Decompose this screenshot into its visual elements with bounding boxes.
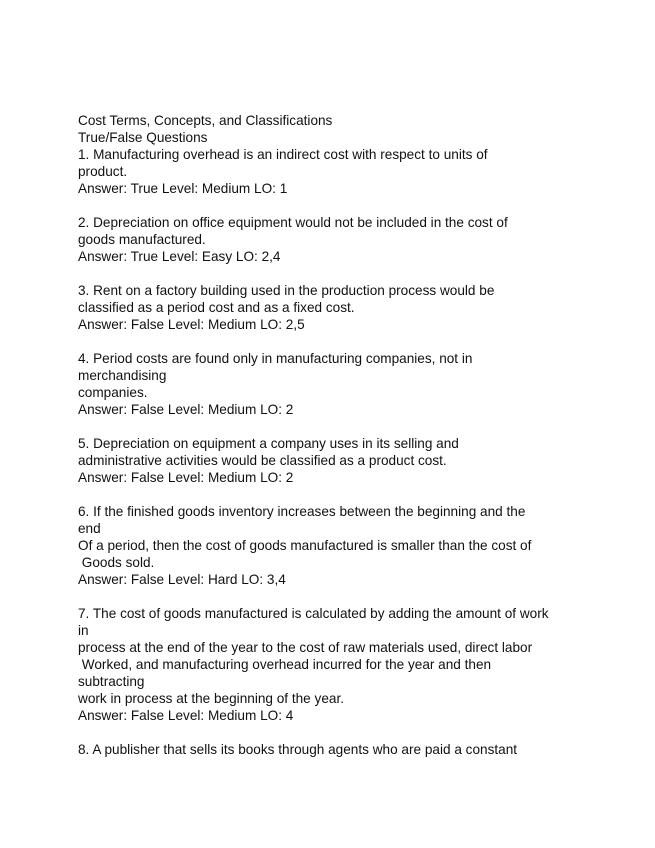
- spacer: [78, 418, 618, 435]
- section-heading: True/False Questions: [78, 130, 208, 145]
- question-1-line-1: 1. Manufacturing overhead is an indirect cost with respect to units of: [78, 147, 488, 162]
- question-2-line-1: 2. Depreciation on office equipment would not be included in the cost of: [78, 215, 508, 230]
- question-1-answer: Answer: True Level: Medium LO: 1: [78, 181, 288, 196]
- question-2-answer: Answer: True Level: Easy LO: 2,4: [78, 249, 281, 264]
- question-6-line-1: 6. If the finished goods inventory increases between the beginning and the: [78, 504, 526, 519]
- question-7-line-4: Worked, and manufacturing overhead incurred for the year and then: [78, 657, 492, 672]
- document-title: Cost Terms, Concepts, and Classifications: [78, 113, 333, 128]
- question-3-answer: Answer: False Level: Medium LO: 2,5: [78, 317, 305, 332]
- question-4-line-2: merchandising: [78, 368, 167, 383]
- question-3-line-1: 3. Rent on a factory building used in the production process would be: [78, 283, 495, 298]
- question-5-answer: Answer: False Level: Medium LO: 2: [78, 470, 294, 485]
- question-8-line-1: 8. A publisher that sells its books through agents who are paid a constant: [78, 742, 518, 757]
- question-4-line-1: 4. Period costs are found only in manufacturing companies, not in: [78, 351, 473, 366]
- question-6-answer: Answer: False Level: Hard LO: 3,4: [78, 572, 286, 587]
- question-6-line-4: Goods sold.: [78, 555, 155, 570]
- spacer: [78, 333, 618, 350]
- question-6-line-3: Of a period, then the cost of goods manufactured is smaller than the cost of: [78, 538, 532, 553]
- question-4-answer: Answer: False Level: Medium LO: 2: [78, 402, 294, 417]
- question-6-line-2: end: [78, 521, 101, 536]
- spacer: [78, 265, 618, 282]
- question-2-line-2: goods manufactured.: [78, 232, 206, 247]
- question-7-line-3: process at the end of the year to the cost of raw materials used, direct labor: [78, 640, 533, 655]
- question-1-line-2: product.: [78, 164, 128, 179]
- question-3-line-2: classified as a period cost and as a fixed cost.: [78, 300, 355, 315]
- spacer: [78, 197, 618, 214]
- spacer: [78, 724, 618, 741]
- question-5-line-2: administrative activities would be classified as a product cost.: [78, 453, 447, 468]
- question-7-line-5: subtracting: [78, 674, 145, 689]
- spacer: [78, 486, 618, 503]
- question-7-line-1: 7. The cost of goods manufactured is calculated by adding the amount of work: [78, 606, 549, 621]
- question-7-answer: Answer: False Level: Medium LO: 4: [78, 708, 294, 723]
- spacer: [78, 588, 618, 605]
- question-5-line-1: 5. Depreciation on equipment a company uses in its selling and: [78, 436, 459, 451]
- document-body: [78, 112, 618, 758]
- question-4-line-3: companies.: [78, 385, 148, 400]
- question-7-line-6: work in process at the beginning of the year.: [78, 691, 344, 706]
- question-7-line-2: in: [78, 623, 89, 638]
